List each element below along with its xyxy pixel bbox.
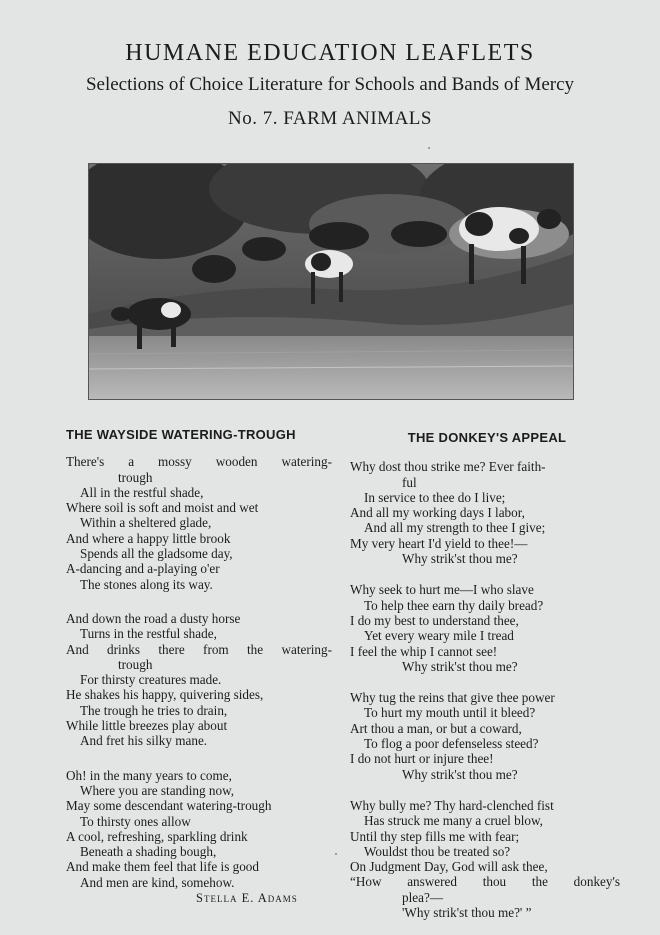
poem-line: And men are kind, somehow. bbox=[80, 874, 235, 890]
poem-line: I do not hurt or injure thee! bbox=[350, 751, 494, 767]
poem-line: Beneath a shading bough, bbox=[80, 844, 217, 860]
poem-line: trough bbox=[118, 469, 153, 485]
poem-line: To help thee earn thy daily bread? bbox=[364, 597, 544, 613]
leaflet-number: No. 7. FARM ANIMALS bbox=[228, 108, 432, 129]
donkey-poem-title: THE DONKEY'S APPEAL bbox=[407, 430, 567, 445]
poem-line: plea?— bbox=[402, 889, 444, 905]
poem-line: My very heart I'd yield to thee!— bbox=[350, 535, 528, 551]
poem-line: Wouldst thou be treated so? bbox=[364, 843, 511, 859]
poem-line: While little breezes play about bbox=[66, 718, 228, 734]
poem-line: And all my working days I labor, bbox=[350, 505, 525, 521]
leaflet-subtitle: Selections of Choice Literature for Schools and Bands of Mercy bbox=[85, 74, 575, 95]
poem-line: 'Why strik'st thou me?' ” bbox=[402, 905, 532, 921]
poem-line: ful bbox=[402, 474, 417, 490]
poem-line: Turns in the restful shade, bbox=[80, 626, 217, 642]
poem-line: Why strik'st thou me? bbox=[402, 551, 518, 567]
poem-line: He shakes his happy, quivering sides, bbox=[66, 687, 264, 703]
poem-line: All in the restful shade, bbox=[80, 484, 204, 500]
poem-line: Until thy step fills me with fear; bbox=[350, 828, 520, 844]
poem-line: And down the road a dusty horse bbox=[66, 610, 241, 626]
donkey-poem bbox=[350, 430, 620, 935]
poem-line: Yet every weary mile I tread bbox=[364, 628, 514, 644]
donkey-stanza-3 bbox=[350, 690, 620, 782]
poem-line: Where you are standing now, bbox=[80, 782, 235, 798]
wayside-stanza-2 bbox=[66, 611, 332, 749]
poem-line: And make them feel that life is good bbox=[66, 859, 259, 875]
poem-line: Spends all the gladsome day, bbox=[80, 546, 233, 562]
wayside-stanza-3 bbox=[66, 768, 332, 907]
poem-line: Why strik'st thou me? bbox=[402, 658, 518, 674]
poem-line: Where soil is soft and moist and wet bbox=[66, 500, 259, 516]
leaflet-header bbox=[0, 38, 660, 134]
poem-line: And fret his silky mane. bbox=[80, 733, 208, 749]
cows-photo-image bbox=[89, 164, 573, 399]
poem-line: trough bbox=[118, 656, 153, 672]
donkey-stanza-2 bbox=[350, 582, 620, 674]
poem-line: And all my strength to thee I give; bbox=[364, 520, 546, 536]
print-speck bbox=[335, 853, 337, 855]
poem-line: And where a happy little brook bbox=[66, 530, 231, 546]
poem-line: In service to thee do I live; bbox=[364, 489, 506, 505]
poem-line: A cool, refreshing, sparkling drink bbox=[66, 828, 248, 844]
poem-line: To thirsty ones allow bbox=[80, 813, 191, 829]
poem-line: Why seek to hurt me—I who slave bbox=[350, 582, 534, 598]
wayside-poem-title: THE WAYSIDE WATERING-TROUGH bbox=[66, 427, 296, 442]
leaflet-title: HUMANE EDUCATION LEAFLETS bbox=[125, 40, 535, 66]
poem-line: The trough he tries to drain, bbox=[80, 702, 228, 718]
poem-line: Why dost thou strike me? Ever faith- bbox=[350, 459, 546, 475]
print-speck bbox=[428, 147, 430, 149]
poem-line: For thirsty creatures made. bbox=[80, 672, 222, 688]
wayside-poem bbox=[66, 427, 332, 921]
poem-line: A-dancing and a-playing o'er bbox=[66, 561, 220, 577]
poem-line: The stones along its way. bbox=[80, 576, 213, 592]
poem-line: There's a mossy wooden watering- bbox=[66, 454, 332, 470]
poem-author: Stella E. Adams bbox=[196, 891, 298, 906]
poem-line: I do my best to understand thee, bbox=[350, 612, 519, 628]
poem-line: And drinks there from the watering- bbox=[66, 641, 332, 657]
poem-line: Why tug the reins that give thee power bbox=[350, 690, 555, 706]
poem-line: May some descendant watering-trough bbox=[66, 798, 272, 814]
poem-line: Why strik'st thou me? bbox=[402, 766, 518, 782]
poem-line: Why bully me? Thy hard-clenched fist bbox=[350, 797, 554, 813]
poem-line: “How answered thou the donkey's bbox=[350, 874, 620, 890]
donkey-stanza-1 bbox=[350, 459, 620, 566]
poem-line: Oh! in the many years to come, bbox=[66, 767, 232, 783]
poem-line: To flog a poor defenseless steed? bbox=[364, 736, 539, 752]
poem-line: Within a sheltered glade, bbox=[80, 515, 212, 531]
poem-line: I feel the whip I cannot see! bbox=[350, 643, 498, 659]
wayside-stanza-1 bbox=[66, 454, 332, 592]
donkey-stanza-4 bbox=[350, 798, 620, 920]
poem-line: Art thou a man, or but a coward, bbox=[350, 720, 522, 736]
cows-photo bbox=[88, 163, 574, 400]
poem-line: To hurt my mouth until it bleed? bbox=[364, 705, 536, 721]
poem-line: Has struck me many a cruel blow, bbox=[364, 813, 543, 829]
poem-line: On Judgment Day, God will ask thee, bbox=[350, 859, 548, 875]
